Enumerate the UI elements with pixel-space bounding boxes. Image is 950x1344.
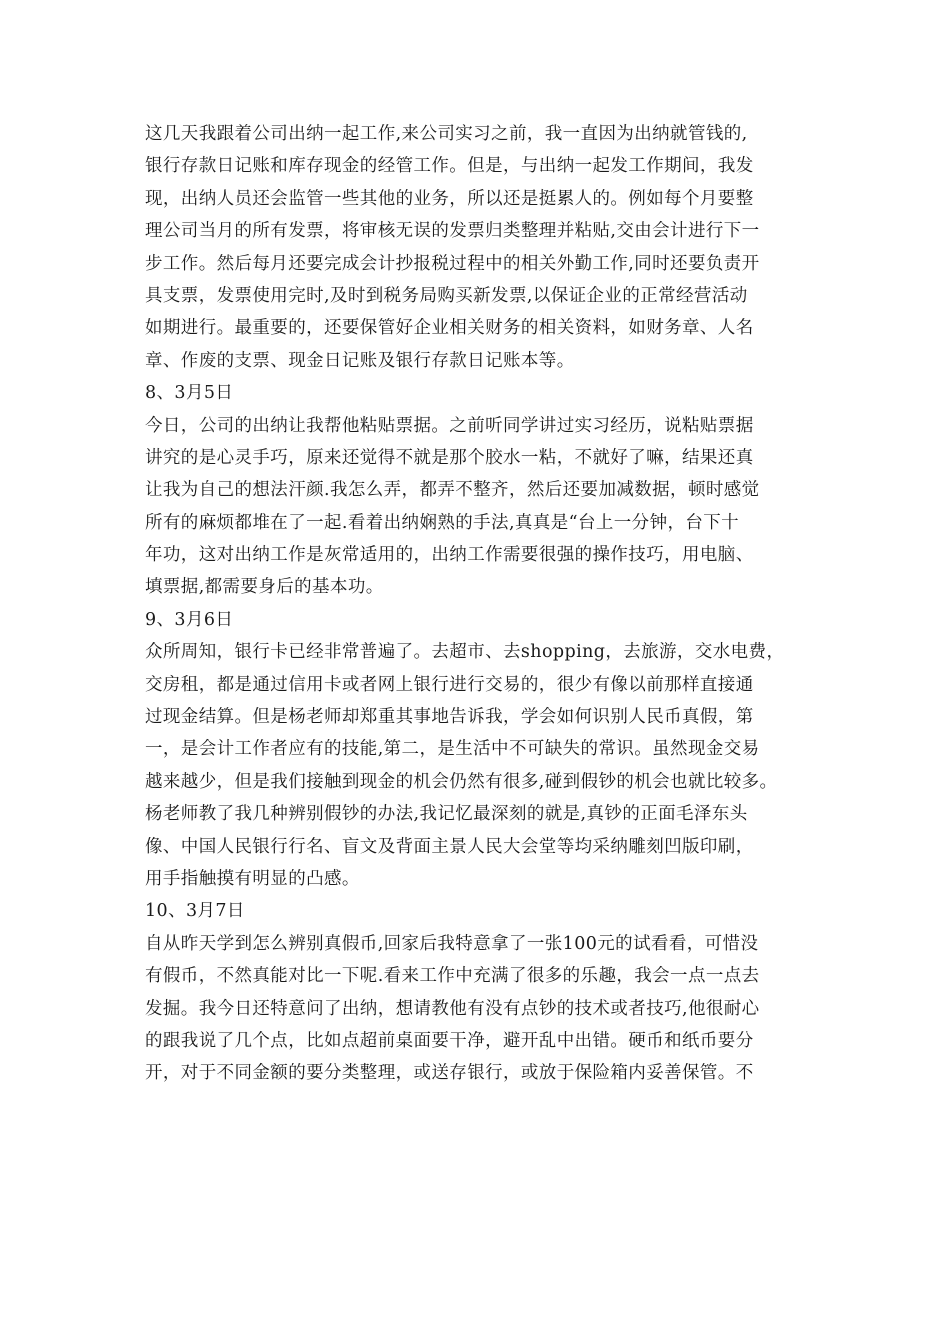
text-line: 讲究的是心灵手巧，原来还觉得不就是那个胶水一粘，不就好了嘛，结果还真	[145, 447, 754, 468]
section-date-heading: 9、3月6日	[145, 609, 234, 630]
section-date-heading: 8、3月5日	[145, 383, 234, 404]
text-line: 像、中国人民银行行名、盲文及背面主景人民大会堂等均采纳雕刻凹版印刷，	[145, 836, 754, 857]
text-line: 杨老师教了我几种辨别假钞的办法,我记忆最深刻的就是,真钞的正面毛泽东头	[145, 804, 748, 825]
text-line: 越来越少，但是我们接触到现金的机会仍然有很多,碰到假钞的机会也就比较多。	[145, 771, 778, 792]
text-line: 理公司当月的所有发票，将审核无误的发票归类整理并粘贴,交由会计进行下一	[145, 221, 760, 242]
text-line: 年功，这对出纳工作是灰常适用的，出纳工作需要很强的操作技巧，用电脑、	[145, 545, 754, 566]
text-line: 发掘。我今日还特意问了出纳，想请教他有没有点钞的技术或者技巧,他很耐心	[145, 998, 760, 1019]
document-body	[145, 118, 825, 1090]
text-line: 过现金结算。但是杨老师却郑重其事地告诉我，学会如何识别人民币真假，第	[145, 707, 754, 728]
text-line: 有假币，不然真能对比一下呢.看来工作中充满了很多的乐趣，我会一点一点去	[145, 966, 760, 987]
text-line: 如期进行。最重要的，还要保管好企业相关财务的相关资料，如财务章、人名	[145, 318, 754, 339]
text-line: 步工作。然后每月还要完成会计抄报税过程中的相关外勤工作,同时还要负责开	[145, 253, 760, 274]
text-line: 具支票，发票使用完时,及时到税务局购买新发票,以保证企业的正常经营活动	[145, 285, 748, 306]
text-line: 的跟我说了几个点，比如点超前桌面要干净，避开乱中出错。硬币和纸币要分	[145, 1030, 754, 1051]
text-line: 众所周知，银行卡已经非常普遍了。去超市、去shopping，去旅游，交水电费，	[145, 642, 785, 663]
text-line: 自从昨天学到怎么辨别真假币,回家后我特意拿了一张100元的试看看，可惜没	[145, 933, 759, 954]
section-date-heading: 10、3月7日	[145, 901, 245, 922]
text-line: 所有的麻烦都堆在了一起.看着出纳娴熟的手法,真真是“台上一分钟，台下十	[145, 512, 740, 533]
text-line: 让我为自己的想法汗颜.我怎么弄，都弄不整齐，然后还要加减数据，顿时感觉	[145, 480, 760, 501]
text-line: 用手指触摸有明显的凸感。	[145, 868, 360, 889]
text-line: 章、作废的支票、现金日记账及银行存款日记账本等。	[145, 350, 575, 371]
text-line: 银行存款日记账和库存现金的经管工作。但是，与出纳一起发工作期间，我发	[145, 156, 754, 177]
text-line: 现，出纳人员还会监管一些其他的业务，所以还是挺累人的。例如每个月要整	[145, 188, 754, 209]
text-line: 今日，公司的出纳让我帮他粘贴票据。之前听同学讲过实习经历，说粘贴票据	[145, 415, 754, 436]
text-line: 开，对于不同金额的要分类整理，或送存银行，或放于保险箱内妥善保管。不	[145, 1063, 754, 1084]
text-line: 交房租，都是通过信用卡或者网上银行进行交易的，很少有像以前那样直接通	[145, 674, 754, 695]
text-line: 一，是会计工作者应有的技能,第二，是生活中不可缺失的常识。虽然现金交易	[145, 739, 760, 760]
text-line: 这几天我跟着公司出纳一起工作,来公司实习之前，我一直因为出纳就管钱的,	[145, 124, 748, 144]
text-line: 填票据,都需要身后的基本功。	[145, 577, 384, 598]
